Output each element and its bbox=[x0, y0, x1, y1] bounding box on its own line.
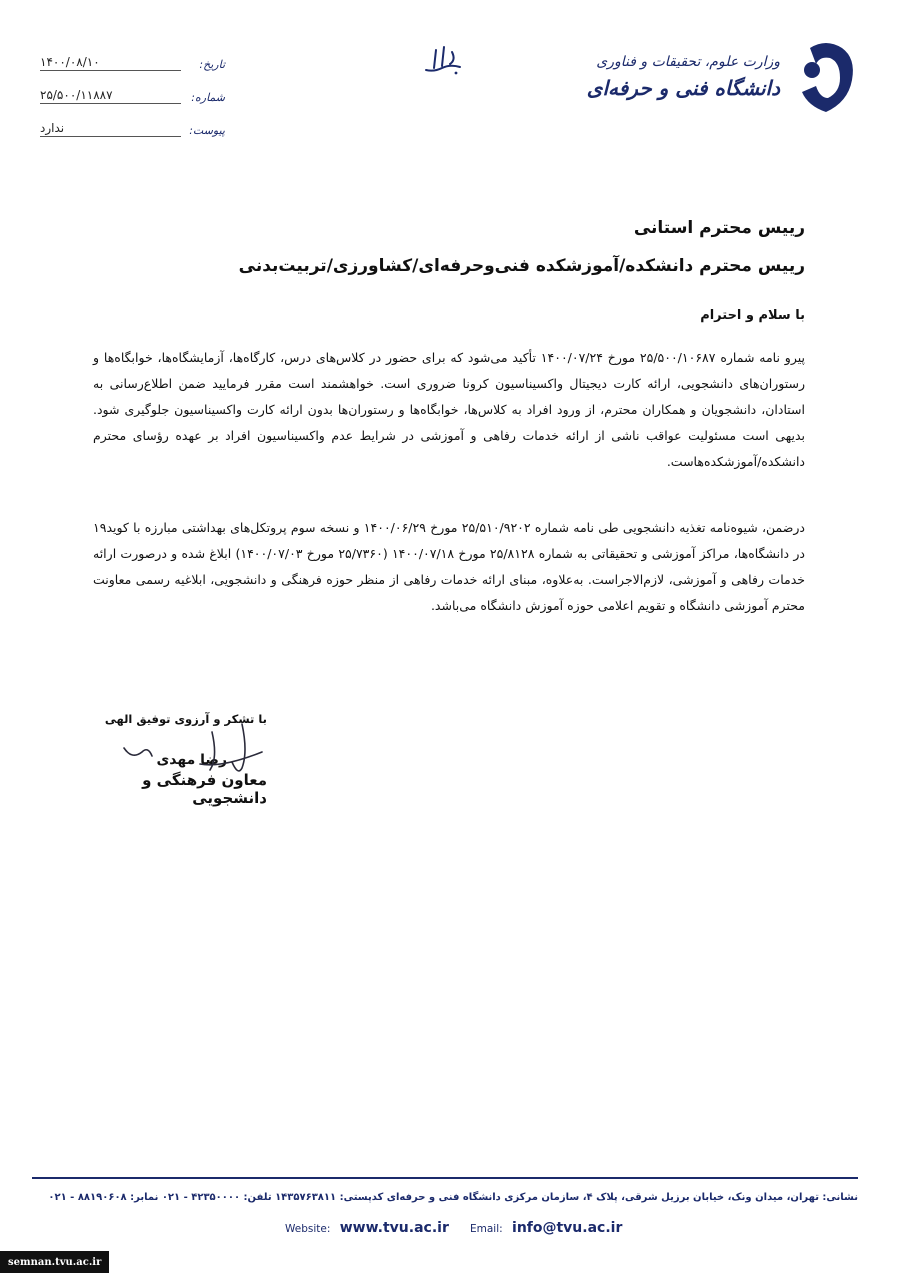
attachment-row bbox=[40, 104, 225, 137]
date-label: تاریخ: bbox=[199, 58, 225, 71]
university-logo-icon bbox=[790, 36, 862, 118]
recipient-line-1: رییس محترم استانی bbox=[633, 218, 805, 238]
date-value: ۱۴۰۰/۰۸/۱۰ bbox=[40, 55, 181, 71]
letter-meta bbox=[40, 38, 225, 137]
attachment-label: پیوست: bbox=[189, 124, 225, 137]
number-row bbox=[40, 71, 225, 104]
email-label: Email: bbox=[470, 1223, 503, 1235]
footer-email bbox=[470, 1220, 622, 1236]
website-label: Website: bbox=[285, 1223, 331, 1235]
signer-name: رضا مهدی bbox=[156, 752, 227, 768]
date-row bbox=[40, 38, 225, 71]
footer-divider bbox=[32, 1177, 858, 1179]
email-link[interactable]: info@tvu.ac.ir bbox=[512, 1220, 623, 1236]
attachment-value: ندارد bbox=[40, 121, 181, 137]
number-label: شماره: bbox=[191, 91, 225, 104]
footer-website bbox=[285, 1220, 449, 1236]
site-watermark-tag: semnan.tvu.ac.ir bbox=[0, 1251, 109, 1273]
handwritten-signature bbox=[92, 712, 267, 782]
recipient-line-2: رییس محترم دانشکده/آموزشکده فنی‌وحرفه‌ای/کشاورزی/تربیت‌بدنی bbox=[238, 256, 805, 276]
footer-address: نشانی: تهران، میدان ونک، خیابان برزیل شرقی، پلاک ۴، سازمان مرکزی دانشگاه فنی و حرفه‌ای کدپستی: ۱۴۳۵۷۶۳۸۱۱ تلفن: ۴۲۳۵۰۰۰۰ - ۰۲۱ نمابر: ۸۸۱۹۰۶۰۸ - ۰۲۱ bbox=[48, 1192, 858, 1203]
signature-block bbox=[92, 712, 267, 807]
body-paragraph-1: پیرو نامه شماره ۲۵/۵۰۰/۱۰۶۸۷ مورخ ۱۴۰۰/۰۷/۲۴ تأکید می‌شود که برای حضور در کلاس‌های درس، کارگاه‌ها، آزمایشگاه‌ها، خوابگاه‌ها و رستوران‌های دانشجویی، ارائه کارت دیجیتال واکسیناسیون کرونا ضروری است. خواهشمند است مقرر فرمایید ضمن اطلاع‌رسانی به استادان، دانشجویان و همکاران محترم، از ورود افراد به کلاس‌ها، خوابگاه‌ها و رستوران‌ها بدون ارائه کارت واکسیناسیون جلوگیری شود. بدیهی است مسئولیت عواقب ناشی از ارائه خدمات رفاهی و آموزشی در شرایط عدم واکسیناسیون افراد بر عهده رؤسای محترم دانشکده/آموزشکده‌هاست. bbox=[93, 350, 805, 469]
basmala-calligraphy bbox=[420, 42, 468, 78]
university-logo-block bbox=[587, 36, 862, 118]
university-name: دانشگاه فنی و حرفه‌ای bbox=[586, 76, 780, 100]
closing-phrase: با تشکر و آرزوی توفیق الهی bbox=[104, 712, 267, 726]
signer-title: معاون فرهنگی و دانشجویی bbox=[142, 771, 267, 807]
ministry-name: وزارت علوم، تحقیقات و فناوری bbox=[596, 54, 780, 70]
number-value: ۲۵/۵۰۰/۱۱۸۸۷ bbox=[40, 88, 181, 104]
website-link[interactable]: www.tvu.ac.ir bbox=[339, 1220, 449, 1236]
greeting: با سلام و احترام bbox=[700, 308, 805, 323]
body-paragraph-2: درضمن، شیوه‌نامه تغذیه دانشجویی طی نامه شماره ۲۵/۵۱۰/۹۲۰۲ مورخ ۱۴۰۰/۰۶/۲۹ و نسخه سوم پروتکل‌های بهداشتی مبارزه با کوید۱۹ در دانشگاه‌ها، مراکز آموزشی و تحقیقاتی به شماره ۲۵/۸۱۲۸ مورخ ۱۴۰۰/۰۷/۱۸ (۲۵/۷۳۶۰ مورخ ۱۴۰۰/۰۷/۰۳) ابلاغ شده و درصورت ارائه خدمات رفاهی و آموزشی، لازم‌الاجراست. به‌علاوه، مبنای ارائه خدمات رفاهی از منظر حوزه فرهنگی و دانشجویی، ابلاغیه رسمی معاونت محترم آموزشی دانشگاه و تقویم اعلامی حوزه آموزش دانشگاه می‌باشد. bbox=[93, 520, 805, 613]
